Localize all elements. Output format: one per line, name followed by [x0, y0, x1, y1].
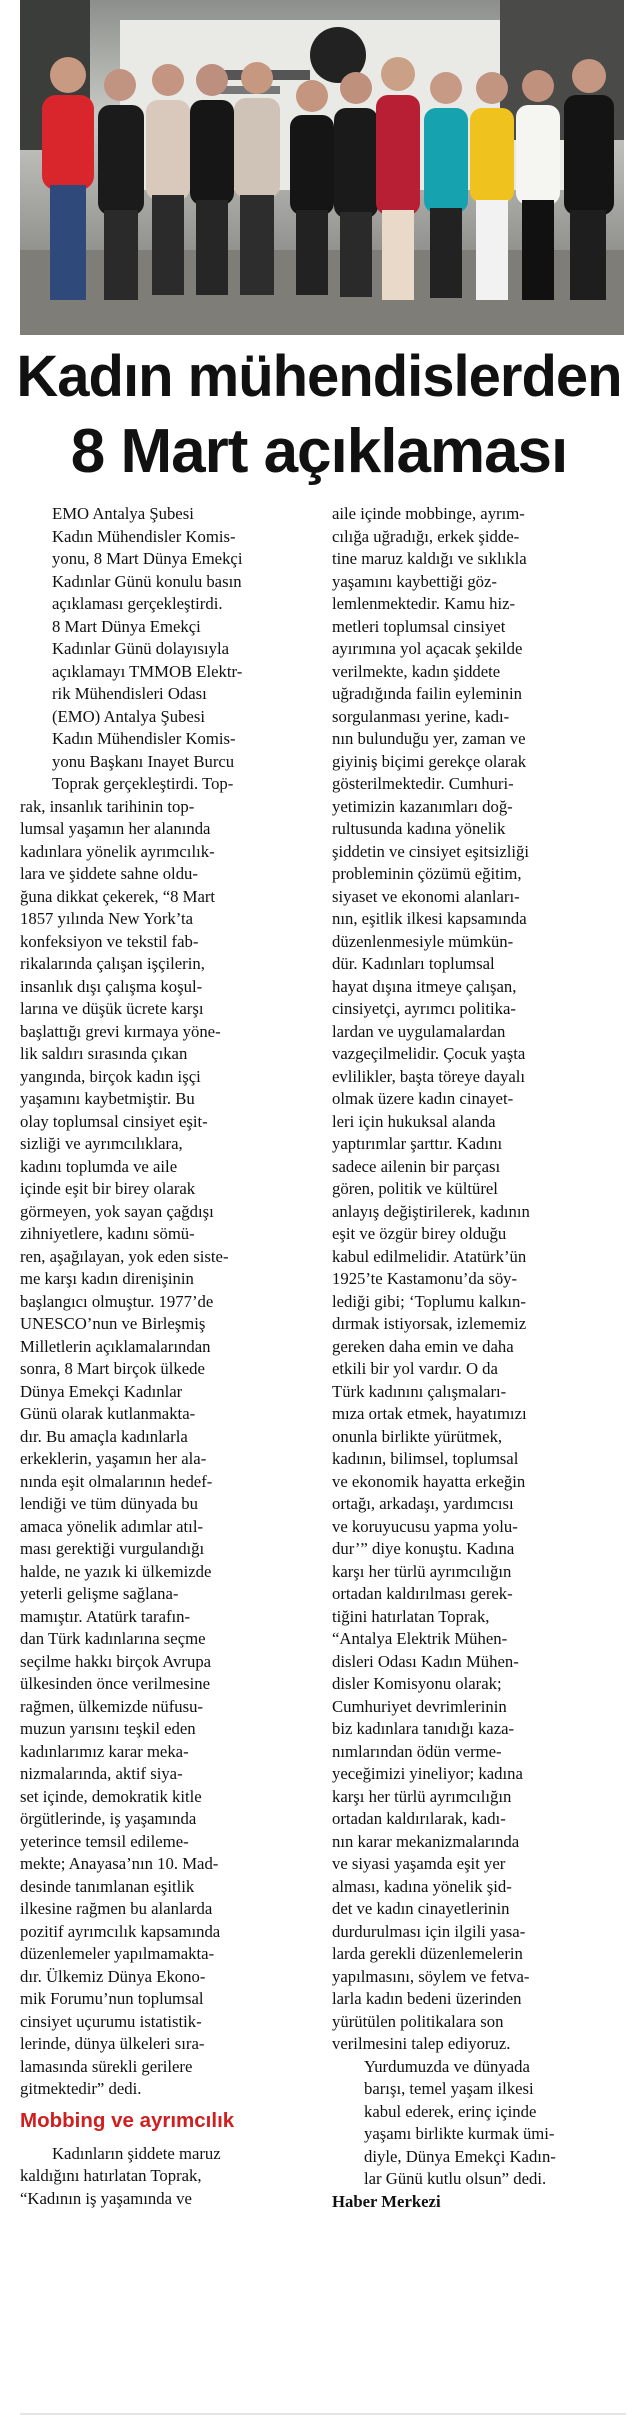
text-line: anlayış değiştirilerek, kadının	[332, 1201, 530, 1221]
text-line: Dünya Emekçi Kadınlar	[20, 1381, 183, 1401]
text-line: cinsiyet uçurumu istatistik-	[20, 2011, 202, 2031]
text-line: yaşamını kaybetmiştir. Bu	[20, 1089, 195, 1108]
text-line: sorgulanması yerine, kadı-	[332, 706, 510, 726]
text-line: ve ekonomik hayatta erkeğin	[332, 1471, 526, 1491]
text-line: lara ve şiddete sahne oldu-	[20, 864, 198, 883]
text-line: vazgeçilmelidir. Çocuk yaşta	[332, 1044, 526, 1063]
text-line: kadınlara yönelik ayrımcılık-	[20, 841, 215, 861]
text-line: nında eşit olmalarının hedef-	[20, 1471, 213, 1491]
text-line: disler Komisyonu olarak;	[332, 1674, 502, 1693]
text-line: verilmesini talep ediyoruz.	[332, 2034, 511, 2053]
text-line: ortadan kaldırılması gerek-	[332, 1584, 513, 1603]
text-line: lik saldırı sırasında çıkan	[20, 1044, 188, 1063]
text-line: biz kadınlara tanıdığı kaza-	[332, 1719, 515, 1738]
text-line: (EMO) Antalya Şubesi	[52, 706, 205, 726]
text-line: başlangıcı olmuştur. 1977’de	[20, 1291, 214, 1311]
text-line: Günü olarak kutlanmakta-	[20, 1404, 196, 1423]
text-line: etkili bir yol vardır. O da	[332, 1359, 498, 1378]
text-line: ve siyasi yaşamda eşit yer	[332, 1854, 506, 1873]
text-line: yangında, birçok kadın işçi	[20, 1066, 201, 1086]
text-line: 1857 yılında New York’ta	[20, 909, 194, 928]
text-line: zihniyetlere, kadını sömü-	[20, 1224, 195, 1243]
text-line: ülkesinden önce verilmesine	[20, 1674, 210, 1693]
text-line: sizliği ve ayrımcılıklara,	[20, 1134, 183, 1153]
text-line: yaşamını kaybettiği göz-	[332, 571, 497, 591]
text-line: lamasında sürekli gerilere	[20, 2056, 193, 2076]
text-line: evlilikler, başta töreye dayalı	[332, 1066, 526, 1086]
text-line: erkeklerin, yaşamın her ala-	[20, 1449, 207, 1468]
text-line: gereken daha emin ve daha	[332, 1336, 514, 1356]
text-line: ve koruyucusu yapma yolu-	[332, 1516, 518, 1536]
text-line: onunla birlikte yürütmek,	[332, 1426, 503, 1446]
text-line: Haber Merkezi	[332, 2191, 441, 2211]
text-line: ilkesine rağmen bu alanlarda	[20, 1899, 213, 1918]
text-line: hayat dışına itmeye çalışan,	[332, 976, 517, 996]
headline-line-2: 8 Mart açıklaması	[70, 417, 568, 486]
text-line: Kadın Mühendisler Komis-	[52, 729, 236, 748]
text-line: görmeyen, yok sayan çağdışı	[20, 1201, 214, 1221]
text-line: Yurdumuzda ve dünyada	[364, 2056, 530, 2076]
text-line: rultusunda kadına yönelik	[332, 819, 506, 838]
text-line: gitmektedir” dedi.	[20, 2079, 142, 2098]
text-line: barışı, temel yaşam ilkesi	[364, 2079, 534, 2098]
text-line: açıklamayı TMMOB Elektr-	[52, 661, 243, 681]
text-line: başlattığı grevi kırmaya yöne-	[20, 1021, 221, 1041]
text-line: kabul edilmelidir. Atatürk’ün	[332, 1246, 527, 1266]
text-line: kadının, bilimsel, toplumsal	[332, 1449, 519, 1468]
text-line: mik Forumu’nun toplumsal	[20, 1989, 204, 2008]
text-line: yeceğimizi yineliyor; kadına	[332, 1764, 523, 1783]
text-line: karşı her türlü ayrımcılığın	[332, 1561, 512, 1581]
text-line: ğuna dikkat çekerek, “8 Mart	[20, 886, 216, 906]
text-line: mekte; Anayasa’nın 10. Mad-	[20, 1854, 219, 1873]
article-column-left	[20, 503, 316, 2210]
text-line: gösterilmektedir. Cumhuri-	[332, 774, 514, 793]
text-line: örgütlerinde, iş yaşamında	[20, 1809, 197, 1828]
text-line: yürütülen politikalara son	[332, 2011, 504, 2031]
text-line: cinsiyetçi, ayrımcı politika-	[332, 999, 516, 1018]
text-line: karşı her türlü ayrımcılığın	[332, 1786, 512, 1806]
text-line: muzun yarısını teşkil eden	[20, 1719, 196, 1738]
text-line: “Antalya Elektrik Mühen-	[332, 1629, 508, 1648]
text-line: yetimizin kazanımları doğ-	[332, 796, 513, 816]
text-line: set içinde, demokratik kitle	[20, 1786, 202, 1806]
text-line: yapılmasını, söylem ve fetva-	[332, 1966, 530, 1986]
text-line: ortadan kaldırılarak, kadı-	[332, 1809, 506, 1828]
text-line: nın bulunduğu yer, zaman ve	[332, 729, 526, 748]
text-line: lendiği ve tüm dünyada bu	[20, 1494, 198, 1513]
text-line: Kadınların şiddete maruz	[52, 2143, 221, 2163]
text-line: pozitif ayrımcılık kapsamında	[20, 1921, 221, 1941]
text-line: lumsal yaşamın her alanında	[20, 819, 211, 838]
headline-line-1: Kadın mühendislerden	[16, 344, 622, 409]
text-line: açıklaması gerçekleştirdi.	[52, 594, 223, 613]
article-column-right	[332, 503, 626, 2213]
text-line: larda gerekli düzenlemelerin	[332, 1944, 523, 1963]
text-line: yonu, 8 Mart Dünya Emekçi	[52, 549, 243, 568]
left-column-text	[20, 503, 316, 2101]
text-line: cılığa uğradığı, erkek şidde-	[332, 526, 520, 546]
text-line: larla kadın bedeni üzerinden	[332, 1989, 522, 2008]
text-line: Cumhuriyet devrimlerinin	[332, 1696, 507, 1716]
text-line: dur’” diye konuştu. Kadına	[332, 1539, 515, 1558]
text-line: UNESCO’nun ve Birleşmiş	[20, 1314, 206, 1333]
text-line: düzenlenmesiyle mümkün-	[332, 931, 514, 951]
text-line: rağmen, ülkemizde nüfusu-	[20, 1696, 204, 1716]
text-line: lardan ve uygulamalardan	[332, 1021, 506, 1041]
text-line: mamıştır. Atatürk tarafın-	[20, 1606, 191, 1626]
text-line: konfeksiyon ve tekstil fab-	[20, 931, 199, 951]
text-line: disleri Odası Kadın Mühen-	[332, 1651, 519, 1671]
text-line: 1925’te Kastamonu’da söy-	[332, 1269, 518, 1288]
text-line: sadece ailenin bir parçası	[332, 1156, 501, 1176]
text-line: gören, politik ve kültürel	[332, 1179, 498, 1198]
text-line: ortağı, arkadaşı, yardımcısı	[332, 1494, 514, 1513]
text-line: kadınlarımız karar meka-	[20, 1741, 189, 1761]
text-line: alması, kadına yönelik şid-	[332, 1876, 512, 1896]
text-line: yeterli gelişme sağlana-	[20, 1584, 179, 1603]
text-line: siyaset ve ekonomi alanları-	[332, 886, 520, 906]
text-line: kaldığını hatırlatan Toprak,	[20, 2166, 202, 2185]
text-line: larına ve düşük ücrete karşı	[20, 999, 204, 1018]
left-column-tail-text	[20, 2143, 316, 2211]
text-line: tine maruz kaldığı ve sıklıkla	[332, 549, 527, 568]
text-line: uğradığında failin eyleminin	[332, 684, 522, 703]
text-line: kabul ederek, erinç içinde	[364, 2101, 537, 2121]
text-line: 8 Mart Dünya Emekçi	[52, 616, 201, 636]
text-line: nizmalarında, aktif siya-	[20, 1764, 183, 1783]
text-line: olmak üzere kadın cinayet-	[332, 1089, 514, 1108]
text-line: nın karar mekanizmalarında	[332, 1831, 520, 1851]
right-column-text	[332, 503, 626, 2213]
text-line: lar Günü kutlu olsun” dedi.	[364, 2169, 547, 2188]
subheading: Mobbing ve ayrımcılık	[20, 2108, 235, 2132]
text-line: mıza ortak etmek, hayatımızı	[332, 1404, 527, 1423]
text-line: Kadınlar Günü dolayısıyla	[52, 639, 230, 658]
text-line: dır. Bu amaçla kadınlarla	[20, 1426, 188, 1446]
text-line: lerinde, dünya ülkeleri sıra-	[20, 2034, 205, 2053]
text-line: dür. Kadınları toplumsal	[332, 954, 495, 973]
text-line: probleminin çözümü eğitim,	[332, 864, 522, 883]
text-line: şiddetin ve cinsiyet eşitsizliği	[332, 841, 529, 861]
text-line: diyle, Dünya Emekçi Kadın-	[364, 2146, 556, 2166]
text-line: Kadınlar Günü konulu basın	[52, 571, 242, 591]
text-line: halde, ne yazık ki ülkemizde	[20, 1561, 212, 1581]
text-line: det ve kadın cinayetlerinin	[332, 1899, 510, 1918]
text-line: nın, eşitlik ilkesi kapsamında	[332, 909, 527, 928]
group-photo	[20, 0, 624, 335]
text-line: içinde eşit bir birey olarak	[20, 1179, 196, 1198]
text-line: lemlenmektedir. Kamu hiz-	[332, 594, 516, 613]
text-line: olay toplumsal cinsiyet eşit-	[20, 1111, 208, 1131]
text-line: sonra, 8 Mart birçok ülkede	[20, 1359, 205, 1378]
text-line: Kadın Mühendisler Komis-	[52, 526, 236, 546]
text-line: tiğini hatırlatan Toprak,	[332, 1606, 490, 1626]
text-line: “Kadının iş yaşamında ve	[20, 2188, 192, 2208]
text-line: verilmekte, kadın şiddete	[332, 661, 501, 681]
text-line: insanlık dışı çalışma koşul-	[20, 976, 203, 996]
text-line: ayırımına yol açacak şekilde	[332, 639, 523, 658]
text-line: Türk kadınını çalışmaları-	[332, 1381, 507, 1401]
text-line: lediği gibi; ‘Toplumu kalkın-	[332, 1291, 526, 1311]
text-line: me karşı kadın direnişinin	[20, 1269, 194, 1288]
text-line: seçilme hakkı birçok Avrupa	[20, 1651, 212, 1671]
text-line: düzenlemeler yapılmamakta-	[20, 1944, 215, 1963]
text-line: yaşamı birlikte kurmak ümi-	[364, 2124, 555, 2143]
text-line: kadını toplumda ve aile	[20, 1156, 178, 1176]
text-line: rikalarında çalışan işçilerin,	[20, 954, 205, 973]
text-line: metleri toplumsal cinsiyet	[332, 616, 506, 636]
text-line: nımlarından ödün verme-	[332, 1741, 502, 1761]
text-line: eşit ve özgür birey olduğu	[332, 1224, 507, 1243]
text-line: Milletlerin açıklamalarından	[20, 1336, 211, 1356]
text-line: yaptırımlar şarttır. Kadını	[332, 1134, 503, 1153]
text-line: EMO Antalya Şubesi	[52, 504, 194, 523]
text-line: dırmak istiyorsak, izlememiz	[332, 1314, 527, 1333]
text-line: aile içinde mobbinge, ayrım-	[332, 504, 525, 523]
text-line: leri için hukuksal alanda	[332, 1111, 496, 1131]
text-line: ması gerektiği vurgulandığı	[20, 1539, 205, 1558]
text-line: giyiniş biçimi gerekçe olarak	[332, 751, 527, 771]
text-line: Toprak gerçekleştirdi. Top-	[52, 774, 234, 793]
text-line: amaca yönelik adımlar atıl-	[20, 1516, 204, 1536]
text-line: ren, aşağılayan, yok eden siste-	[20, 1246, 229, 1266]
text-line: dan Türk kadınlarına seçme	[20, 1629, 206, 1648]
text-line: durdurulması için ilgili yasa-	[332, 1921, 526, 1941]
text-line: yeterince temsil edileme-	[20, 1831, 189, 1851]
text-line: yonu Başkanı Inayet Burcu	[52, 751, 235, 771]
text-line: rak, insanlık tarihinin top-	[20, 796, 195, 816]
text-line: rik Mühendisleri Odası	[52, 684, 207, 703]
text-line: desinde tanımlanan eşitlik	[20, 1876, 195, 1896]
text-line: dır. Ülkemiz Dünya Ekono-	[20, 1966, 206, 1986]
